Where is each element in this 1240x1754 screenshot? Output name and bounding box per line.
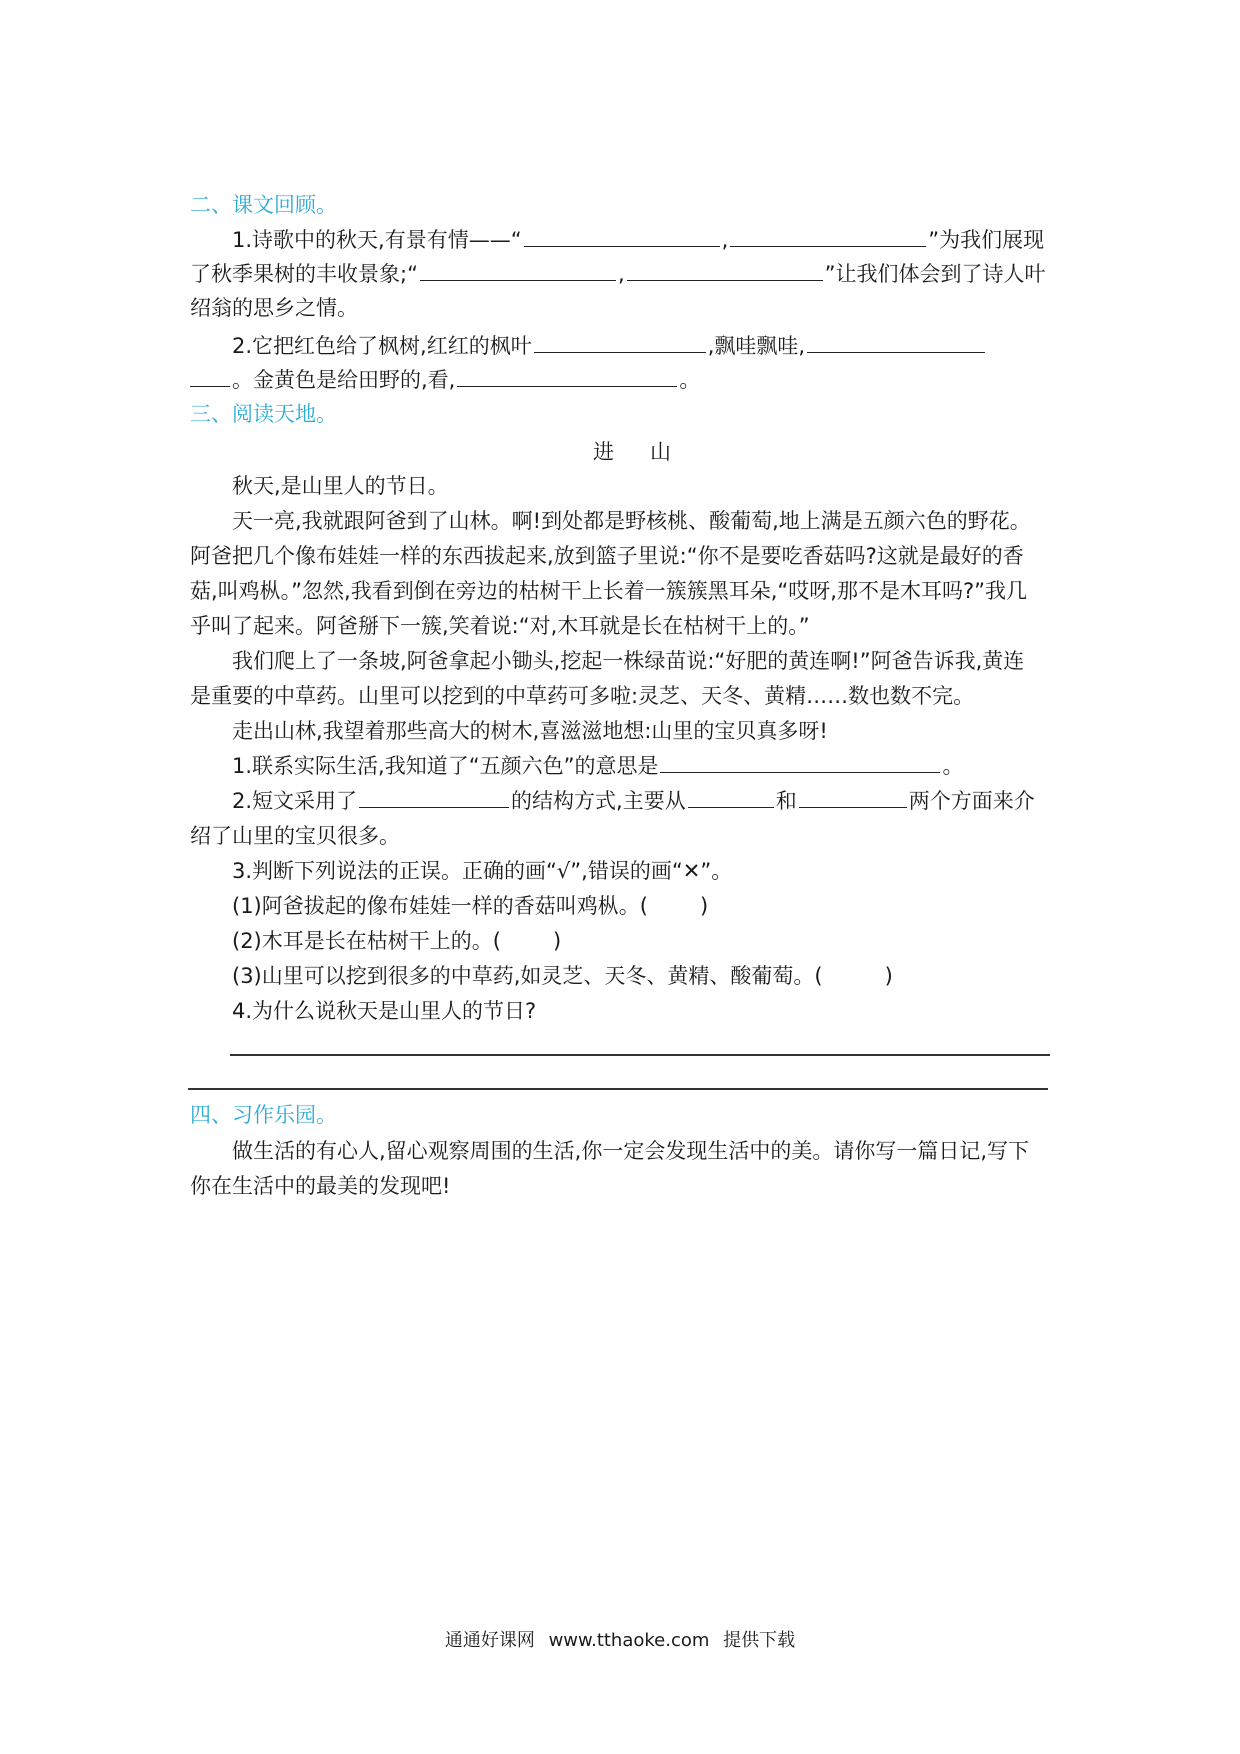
footer <box>0 1628 1240 1654</box>
answer-line[interactable] <box>230 1054 1050 1056</box>
review-q2-line1 <box>232 331 987 361</box>
answer-blank[interactable] <box>688 787 774 808</box>
reading-q1-text: 1.联系实际生活,我知道了“五颜六色”的意思是 <box>232 754 659 778</box>
review-q1-comma: , <box>721 228 729 252</box>
writing-prompt-line2: 你在生活中的最美的发现吧! <box>190 1174 451 1198</box>
reading-q3-item-1 <box>232 891 708 921</box>
section-4-title: 四、习作乐园。 <box>190 1103 337 1127</box>
reading-q3-item-3-text: (3)山里可以挖到很多的中草药,如灵芝、天冬、黄精、酸葡萄。( <box>232 964 823 988</box>
answer-blank[interactable] <box>534 332 706 353</box>
reading-q3: 3.判断下列说法的正误。正确的画“√”,错误的画“✕”。 <box>232 859 733 883</box>
passage-line: 我们爬上了一条坡,阿爸拿起小锄头,挖起一株绿苗说:“好肥的黄连啊!”阿爸告诉我,黄连 <box>232 649 1025 673</box>
reading-q1-end: 。 <box>942 754 964 778</box>
review-q1-text-e: 绍翁的思乡之情。 <box>190 296 358 320</box>
answer-line[interactable] <box>188 1088 1048 1090</box>
passage-paragraph: 走出山林,我望着那些高大的树木,喜滋滋地想:山里的宝贝真多呀! <box>232 719 828 743</box>
reading-q2-line2: 绍了山里的宝贝很多。 <box>190 824 400 848</box>
footer-note: 提供下载 <box>723 1630 796 1651</box>
review-q2-text-d: 。 <box>679 368 701 392</box>
answer-blank[interactable] <box>524 226 720 247</box>
review-q2-text-b: ,飘哇飘哇, <box>707 334 806 358</box>
review-q2-text-c: 。金黄色是给田野的,看, <box>232 368 456 392</box>
reading-q2-line1 <box>232 786 1035 816</box>
reading-q2-text-a: 2.短文采用了 <box>232 789 358 813</box>
writing-prompt-line1: 做生活的有心人,留心观察周围的生活,你一定会发现生活中的美。请你写一篇日记,写下 <box>232 1139 1030 1163</box>
passage-line: 菇,叫鸡枞。”忽然,我看到倒在旁边的枯树干上长着一簇簇黑耳朵,“哎呀,那不是木耳吗?”我几 <box>190 579 1027 603</box>
reading-q4: 4.为什么说秋天是山里人的节日? <box>232 999 537 1023</box>
answer-blank[interactable] <box>799 787 907 808</box>
close-paren: ) <box>699 894 709 918</box>
review-q2-text-a: 2.它把红色给了枫树,红红的枫叶 <box>232 334 532 358</box>
review-q1-text-a: 1.诗歌中的秋天,有景有情——“ <box>232 228 522 252</box>
reading-q2-text-b: 的结构方式,主要从 <box>511 789 686 813</box>
reading-q3-item-2 <box>232 926 561 956</box>
answer-blank[interactable] <box>190 366 230 387</box>
review-q1-comma2: , <box>617 262 625 286</box>
passage-line: 阿爸把几个像布娃娃一样的东西拔起来,放到篮子里说:“你不是要吃香菇吗?这就是最好的香 <box>190 544 1024 568</box>
answer-blank[interactable] <box>807 332 985 353</box>
review-q1-line1 <box>232 225 1044 255</box>
passage-title: 进山 <box>593 440 707 464</box>
review-q2-line2 <box>190 365 700 395</box>
review-q1-text-c: 了秋季果树的丰收景象;“ <box>190 262 418 286</box>
answer-blank[interactable] <box>359 787 509 808</box>
reading-q3-item-2-text: (2)木耳是长在枯树干上的。( <box>232 929 501 953</box>
passage-line: 乎叫了起来。阿爸掰下一簇,笑着说:“对,木耳就是长在枯树干上的。” <box>190 614 810 638</box>
passage-paragraph: 秋天,是山里人的节日。 <box>232 474 449 498</box>
review-q1-text-b: ”为我们展现 <box>928 228 1045 252</box>
review-q1-line2 <box>190 259 1046 289</box>
close-paren: ) <box>884 964 893 988</box>
section-3-title: 三、阅读天地。 <box>190 402 337 426</box>
reading-q2-text-c: 和 <box>775 789 797 813</box>
section-2-title: 二、课文回顾。 <box>190 193 337 217</box>
answer-blank[interactable] <box>457 366 677 387</box>
passage-line: 是重要的中草药。山里可以挖到的中草药可多啦:灵芝、天冬、黄精……数也数不完。 <box>190 684 975 708</box>
close-paren: ) <box>552 929 562 953</box>
answer-blank[interactable] <box>730 226 926 247</box>
review-q1-text-d: ”让我们体会到了诗人叶 <box>824 262 1046 286</box>
answer-blank[interactable] <box>660 752 940 773</box>
reading-q1 <box>232 751 963 781</box>
answer-blank[interactable] <box>420 260 616 281</box>
footer-url[interactable]: www.tthaoke.com <box>548 1630 710 1651</box>
reading-q3-item-1-text: (1)阿爸拔起的像布娃娃一样的香菇叫鸡枞。( <box>232 894 648 918</box>
footer-site: 通通好课网 <box>444 1630 535 1651</box>
reading-q2-text-d: 两个方面来介 <box>908 789 1035 813</box>
passage-line: 天一亮,我就跟阿爸到了山林。啊!到处都是野核桃、酸葡萄,地上满是五颜六色的野花。 <box>232 509 1031 533</box>
reading-q3-item-3 <box>232 961 893 991</box>
answer-blank[interactable] <box>627 260 823 281</box>
